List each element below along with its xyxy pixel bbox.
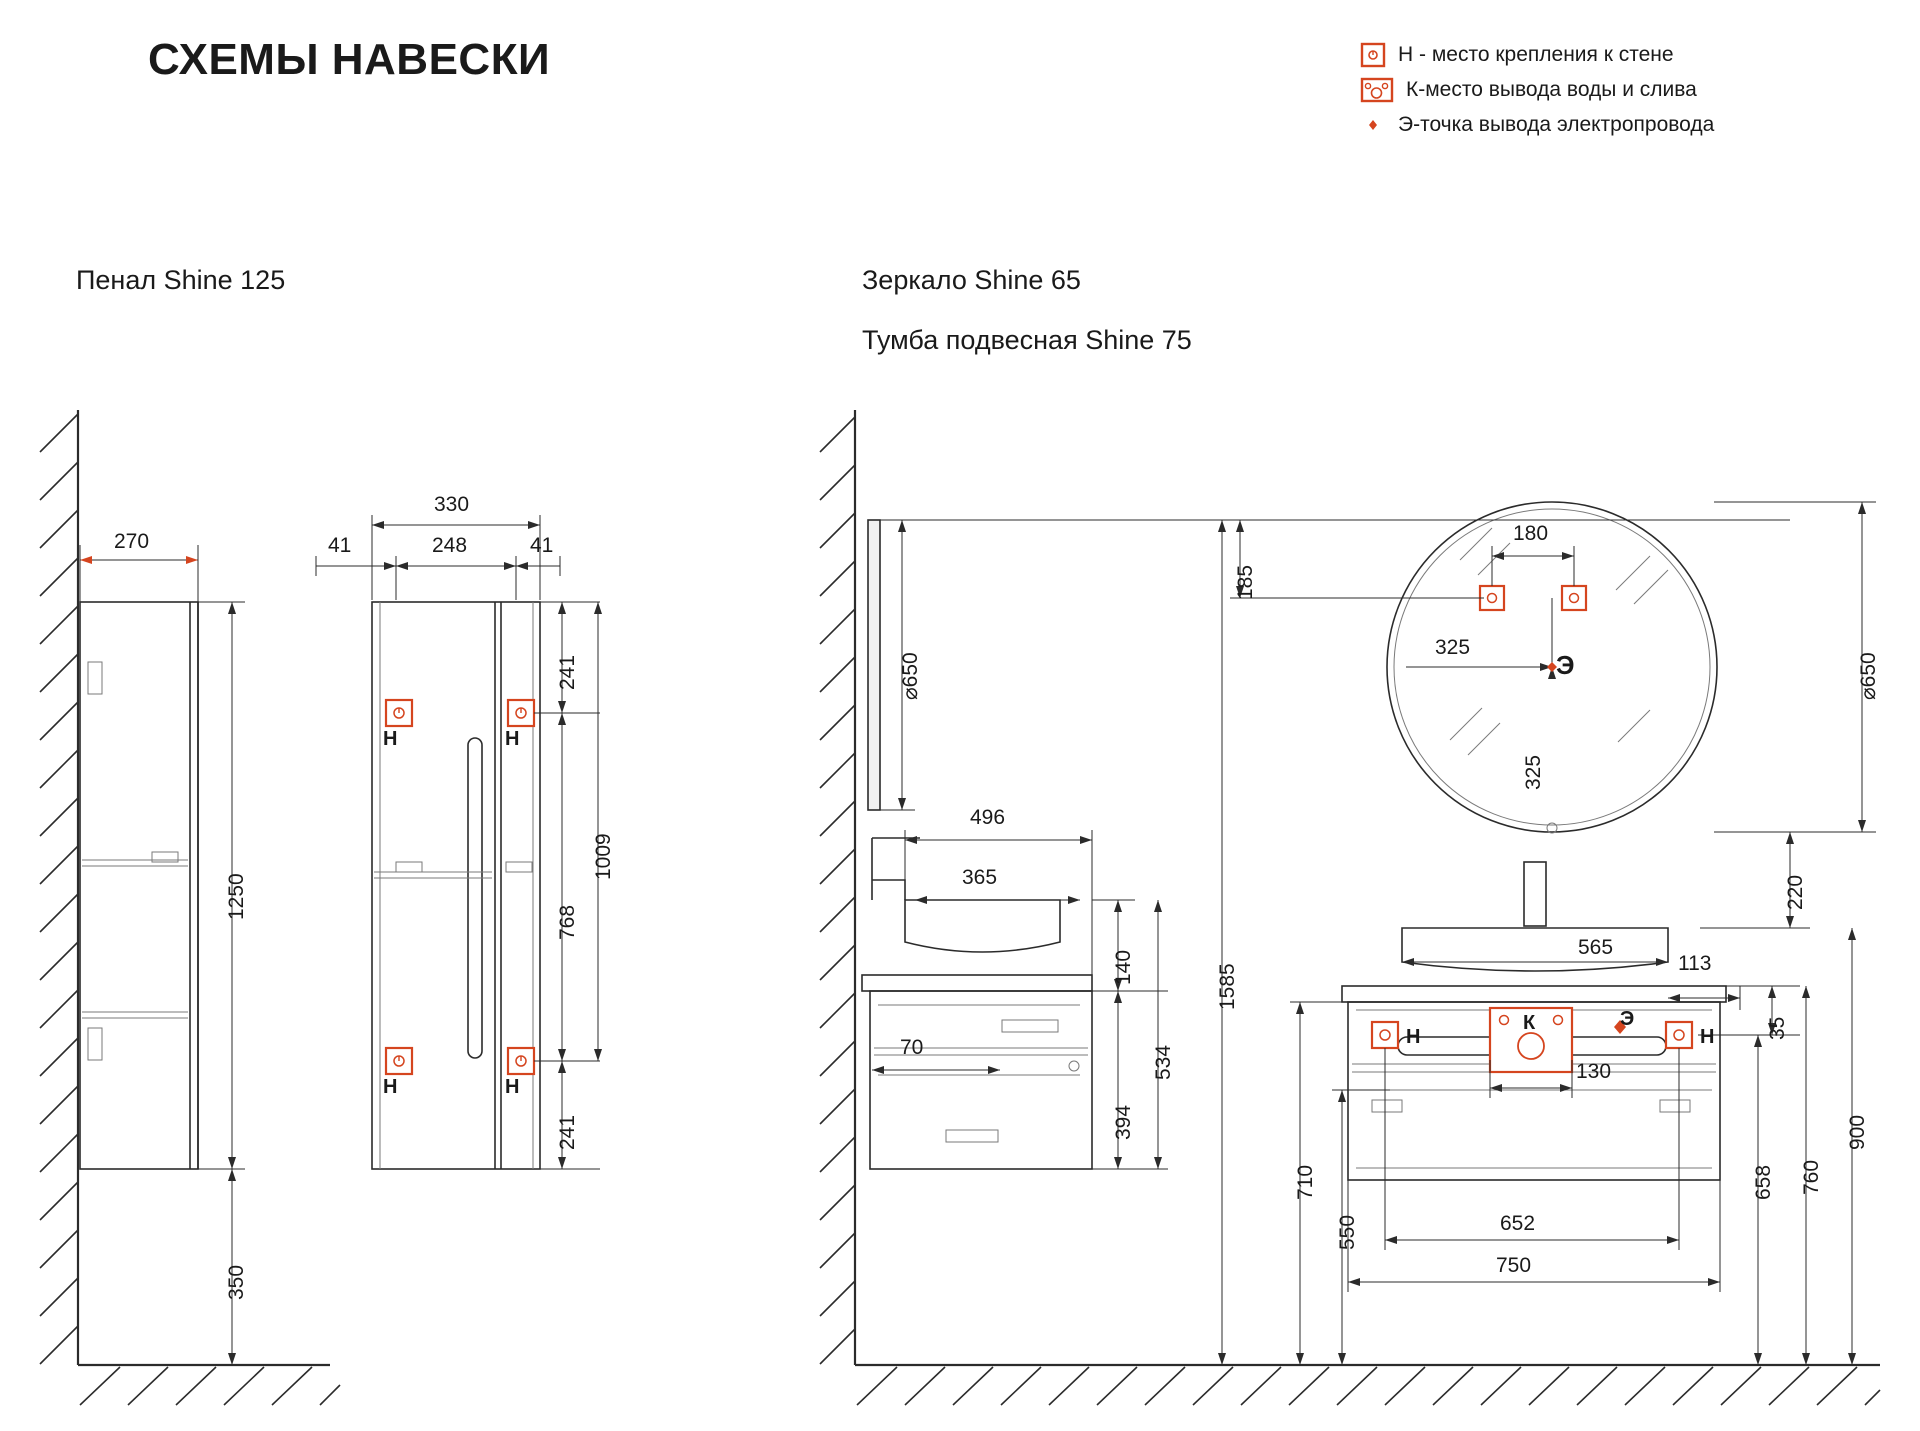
dim-label-270: 270 (114, 530, 150, 553)
dim-label-325-v: 325 (1522, 754, 1545, 790)
marker-h-3: Н (383, 1076, 398, 1098)
dim-label-365: 365 (962, 866, 998, 889)
dim-label-241-top: 241 (556, 654, 579, 690)
right-front-mirror-dims (1230, 502, 1876, 928)
dim-270 (80, 545, 198, 610)
dim-label-652: 652 (1500, 1212, 1536, 1235)
right-front-cabinet-dims (1290, 928, 1856, 1365)
dim-label-241-bottom: 241 (556, 1114, 579, 1150)
dim-label-710: 710 (1294, 1164, 1317, 1200)
dim-label-1585: 1585 (1216, 963, 1239, 1010)
dim-label-140: 140 (1112, 949, 1135, 985)
dim-label-550: 550 (1336, 1214, 1359, 1250)
section-title-right-mirror: Зеркало Shine 65 (862, 265, 1081, 295)
marker-k: К (1523, 1012, 1536, 1034)
dim-label-658: 658 (1752, 1164, 1775, 1200)
dim-label-1009: 1009 (592, 833, 615, 880)
marker-h-1: Н (383, 728, 398, 750)
dim-label-325-h: 325 (1435, 636, 1471, 659)
dim-label-565: 565 (1578, 936, 1614, 959)
dim-label-70: 70 (900, 1036, 924, 1059)
marker-h-5: Н (1406, 1026, 1421, 1048)
marker-e-cabinet: Э (1620, 1008, 1635, 1030)
section-title-right-cabinet: Тумба подвесная Shine 75 (862, 325, 1192, 355)
dim-label-394: 394 (1112, 1104, 1135, 1140)
section-title-left: Пенал Shine 125 (76, 265, 286, 295)
dim-label-113: 113 (1678, 952, 1712, 975)
dim-label-41-right: 41 (530, 534, 554, 557)
right-front-mirror (1387, 502, 1717, 833)
dim-label-41-left: 41 (328, 534, 352, 557)
dim-label-900: 900 (1846, 1114, 1869, 1150)
dim-label-650-side: ⌀650 (899, 652, 922, 700)
legend-label: Э-точка вывода электропровода (1398, 113, 1715, 136)
dim-label-248: 248 (432, 534, 468, 557)
page-title: СХЕМЫ НАВЕСКИ (148, 35, 551, 84)
dim-label-760: 760 (1800, 1159, 1823, 1195)
dim-label-330: 330 (434, 493, 470, 516)
dim-label-1250: 1250 (225, 873, 248, 920)
dim-label-185: 185 (1234, 564, 1257, 600)
dim-label-534: 534 (1152, 1044, 1175, 1080)
dim-label-750: 750 (1496, 1254, 1532, 1277)
dim-label-768: 768 (556, 904, 579, 940)
legend-label: К-место вывода воды и слива (1406, 78, 1697, 101)
dim-label-130: 130 (1576, 1060, 1612, 1083)
right-wall-hatch (820, 410, 1880, 1405)
marker-h-6: Н (1700, 1026, 1715, 1048)
dim-label-650-front: ⌀650 (1857, 652, 1880, 700)
left-mount-points (386, 700, 534, 1074)
dim-label-496: 496 (970, 806, 1006, 829)
dim-label-220: 220 (1784, 874, 1807, 910)
marker-h-4: Н (505, 1076, 520, 1098)
left-side-view (80, 602, 198, 1169)
dim-label-35: 35 (1766, 1016, 1789, 1040)
right-side-dims (872, 520, 1235, 1365)
marker-h-2: Н (505, 728, 520, 750)
dim-label-180: 180 (1513, 522, 1549, 545)
dim-label-350: 350 (225, 1264, 248, 1300)
legend-label: Н - место крепления к стене (1398, 43, 1674, 66)
marker-e-mirror: Э (1556, 650, 1575, 680)
